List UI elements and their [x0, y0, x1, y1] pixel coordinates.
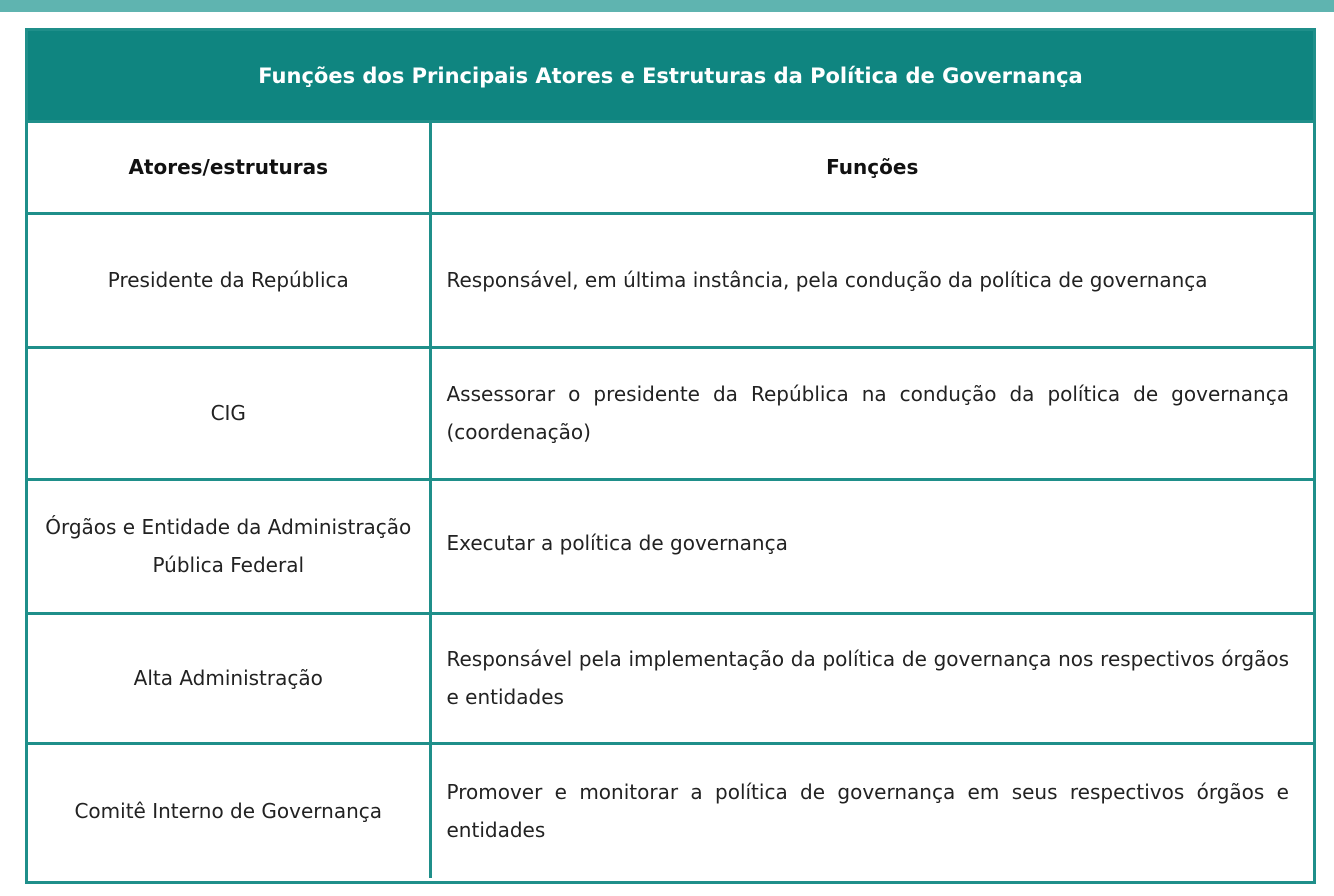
- table-row: [28, 347, 1313, 479]
- header-row: [28, 123, 1313, 213]
- function-text: Promover e monitorar a política de governança em seus respectivos órgãos e entidades: [446, 780, 1289, 843]
- function-cell: [430, 479, 1313, 613]
- table-title: Funções dos Principais Atores e Estruturas da Política de Governança: [28, 31, 1313, 123]
- function-cell: [430, 613, 1313, 743]
- function-text: Assessorar o presidente da República na condução da política de governança (coordenação): [446, 382, 1289, 444]
- actor-cell: Alta Administração: [28, 613, 430, 743]
- actor-cell: Comitê Interno de Governança: [28, 743, 430, 878]
- table-row: [28, 479, 1313, 613]
- governance-table: [25, 28, 1316, 884]
- function-cell: [430, 347, 1313, 479]
- function-text: Executar a política de governança: [446, 530, 788, 555]
- table-row: [28, 613, 1313, 743]
- actor-cell: Presidente da República: [28, 213, 430, 347]
- top-accent-strip: [0, 0, 1334, 12]
- table-row: [28, 743, 1313, 878]
- function-cell: [430, 213, 1313, 347]
- column-header-actors: Atores/estruturas: [28, 123, 430, 213]
- actor-cell: Órgãos e Entidade da Administração Pública Federal: [28, 479, 430, 613]
- function-text: Responsável, em última instância, pela condução da política de governança: [446, 268, 1208, 292]
- function-cell: [430, 743, 1313, 878]
- table-row: [28, 213, 1313, 347]
- governance-grid: [28, 123, 1313, 878]
- column-header-functions: Funções: [430, 123, 1313, 213]
- actor-cell: CIG: [28, 347, 430, 479]
- function-text: Responsável pela implementação da política de governança nos respectivos órgãos e entidades: [446, 647, 1289, 709]
